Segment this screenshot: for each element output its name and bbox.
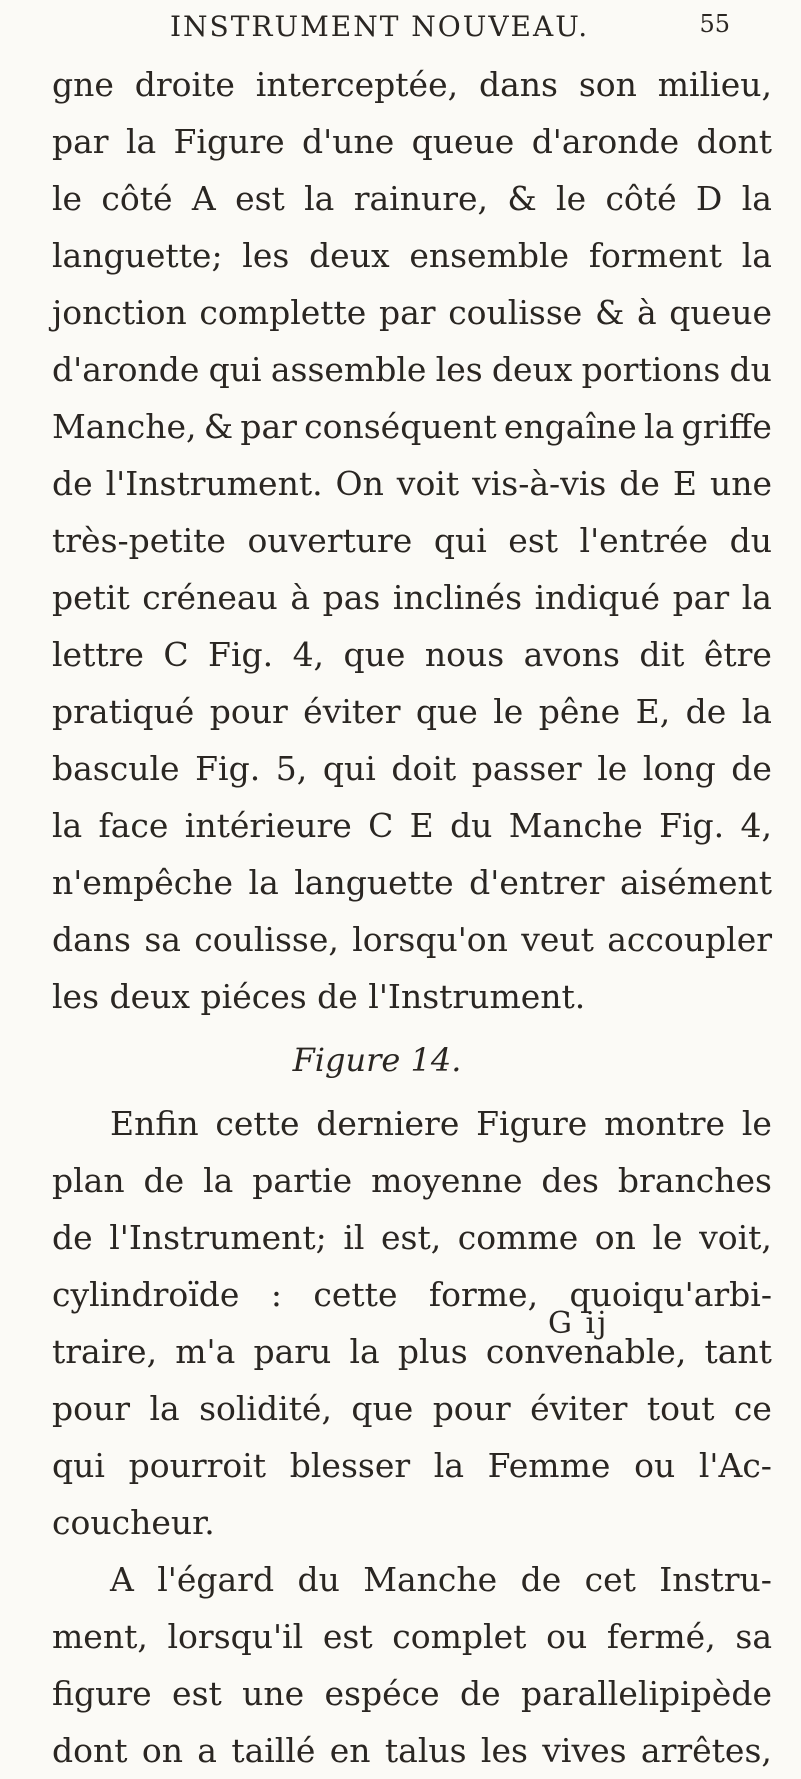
text-line: petit créneau à pas inclinés indiqué par la xyxy=(52,578,772,617)
text-line: figure est une espéce de parallelipipède xyxy=(52,1674,772,1713)
text-line: coucheur. xyxy=(52,1503,215,1542)
signature-mark: G ij xyxy=(548,1306,609,1341)
text-line: Manche, & par conséquent engaîne la griffe xyxy=(52,407,772,446)
paragraph-1 xyxy=(52,56,772,1025)
text-line: dans sa coulisse, lorsqu'on veut accoupler xyxy=(52,920,772,959)
figure-heading: Figure 14. xyxy=(292,1041,462,1079)
text-line: le côté A est la rainure, & le côté D la xyxy=(52,179,772,218)
running-head-title: INSTRUMENT NOUVEAU. xyxy=(170,10,590,43)
text-line: cylindroïde : cette forme, quoiqu'arbi- xyxy=(52,1275,772,1314)
text-line: bascule Fig. 5, qui doit passer le long de xyxy=(52,749,772,788)
running-head xyxy=(170,10,730,50)
text-line: les deux piéces de l'Instrument. xyxy=(52,977,586,1016)
text-line: d'aronde qui assemble les deux portions du xyxy=(52,350,772,389)
text-line: pour la solidité, que pour éviter tout ce xyxy=(52,1389,772,1428)
text-line: plan de la partie moyenne des branches xyxy=(52,1161,772,1200)
text-line: qui pourroit blesser la Femme ou l'Ac- xyxy=(52,1446,772,1485)
body-text xyxy=(52,56,772,1779)
text-line: Enfin cette derniere Figure montre le xyxy=(110,1104,772,1143)
text-line: par la Figure d'une queue d'aronde dont xyxy=(52,122,772,161)
text-line: de l'Instrument; il est, comme on le voit, xyxy=(52,1218,772,1257)
text-line: la face intérieure C E du Manche Fig. 4, xyxy=(52,806,772,845)
text-line: dont on a taillé en talus les vives arrêtes, xyxy=(52,1731,772,1770)
text-line: jonction complette par coulisse & à queue xyxy=(52,293,772,332)
text-line: traire, m'a paru la plus convenable, tant xyxy=(52,1332,772,1371)
text-line: de l'Instrument. On voit vis-à-vis de E une xyxy=(52,464,772,503)
page-number: 55 xyxy=(699,10,730,38)
text-line: languette; les deux ensemble forment la xyxy=(52,236,772,275)
text-line: ment, lorsqu'il est complet ou fermé, sa xyxy=(52,1617,772,1656)
text-line: lettre C Fig. 4, que nous avons dit être xyxy=(52,635,772,674)
text-line: très-petite ouverture qui est l'entrée du xyxy=(52,521,772,560)
text-line: n'empêche la languette d'entrer aisément xyxy=(52,863,772,902)
text-line: gne droite interceptée, dans son milieu, xyxy=(52,65,772,104)
text-line: A l'égard du Manche de cet Instru- xyxy=(110,1560,772,1599)
paragraph-2 xyxy=(52,1095,772,1551)
text-line: pratiqué pour éviter que le pêne E, de la xyxy=(52,692,772,731)
paragraph-3 xyxy=(52,1551,772,1779)
